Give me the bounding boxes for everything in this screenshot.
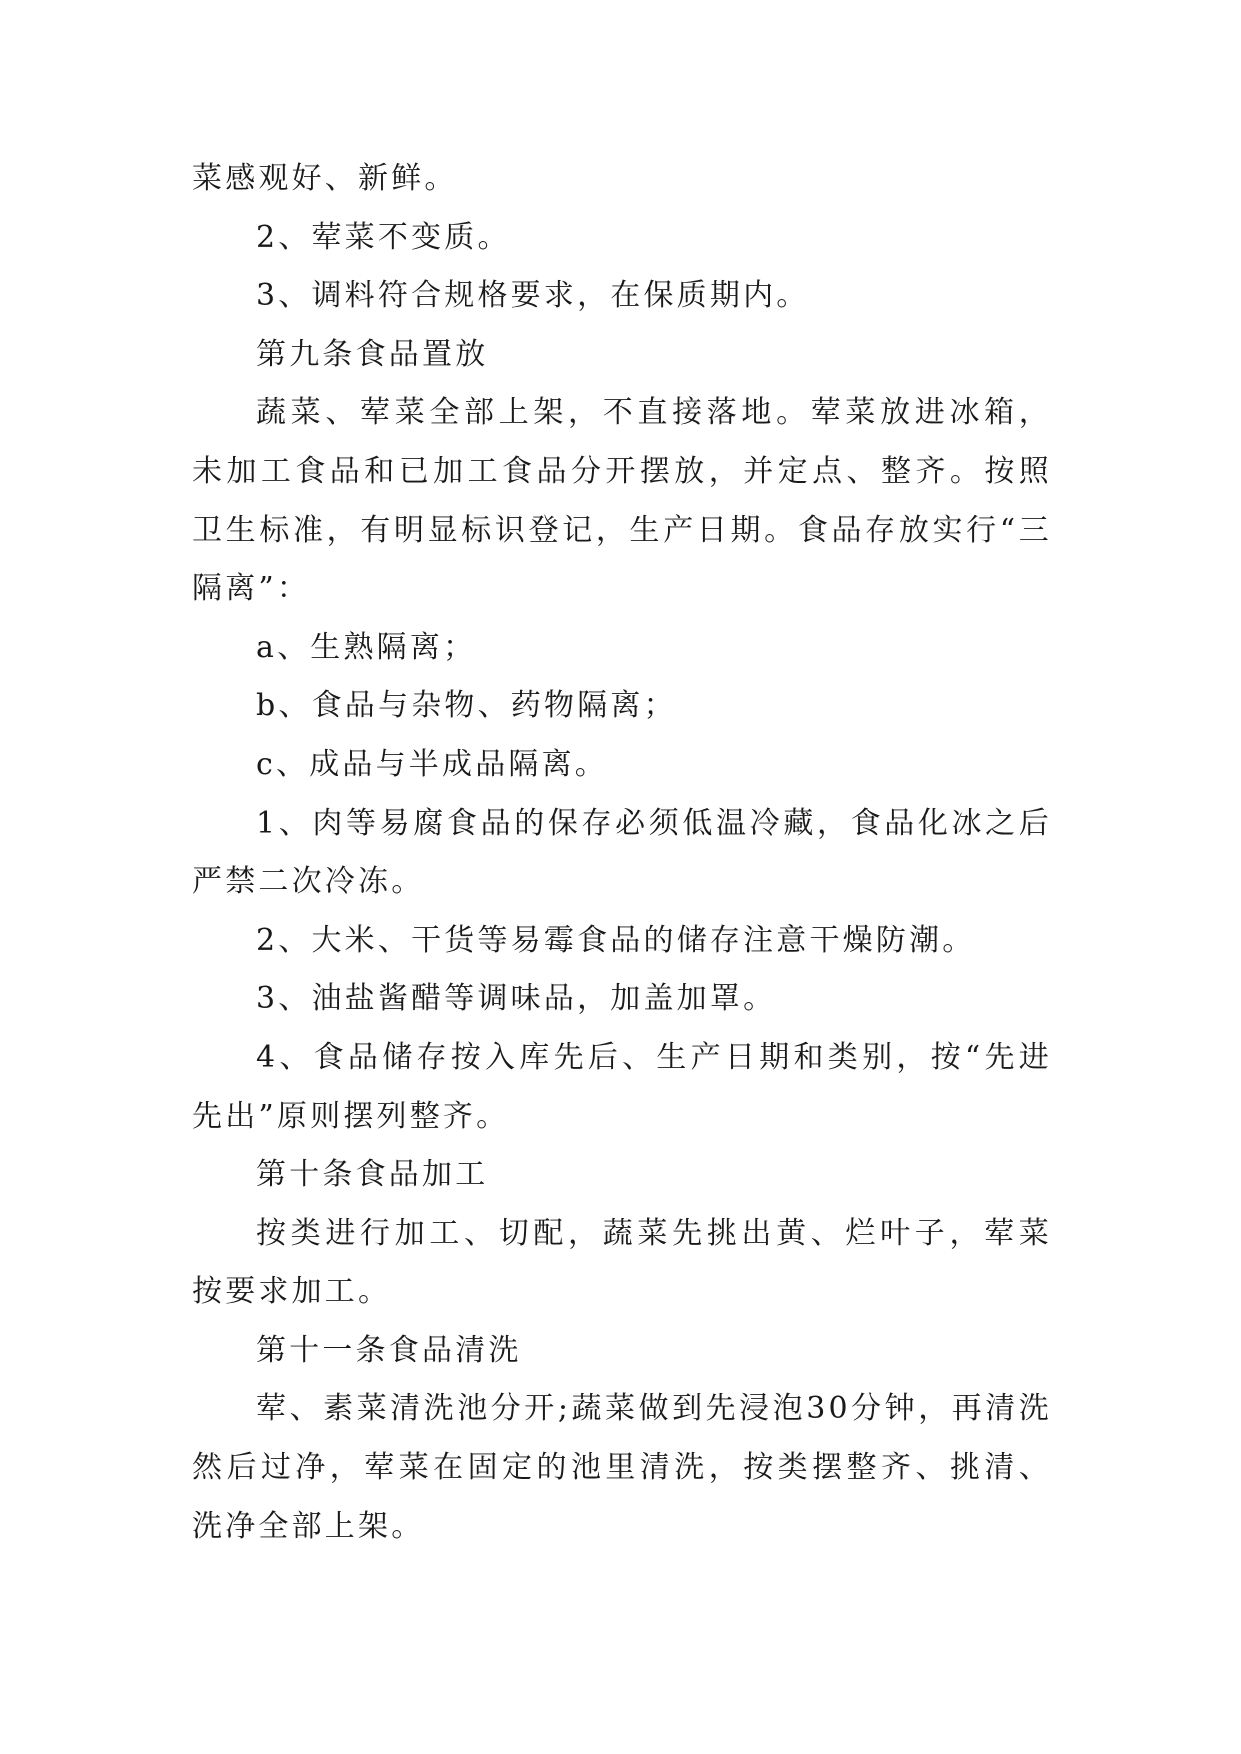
article-9-heading: 第九条食品置放 [256,336,489,372]
storage-item-1: 1、肉等易腐食品的保存必须低温冷藏，食品化冰之后严禁二次冷冻。 [192,805,1052,900]
list-item-3-seasoning: 3、调料符合规格要求，在保质期内。 [256,278,810,314]
list-item-2-meat: 2、荤菜不变质。 [256,219,511,255]
separation-item-a: a、生熟隔离； [256,629,477,665]
document-body [192,150,1052,1556]
paragraph-continuation: 菜感观好、新鲜。 [192,161,458,196]
article-11-heading: 第十一条食品清洗 [256,1332,522,1368]
storage-item-4: 4、食品储存按入库先后、生产日期和类别，按“先进先出”原则摆列整齐。 [192,1039,1052,1134]
article-9-body: 蔬菜、荤菜全部上架，不直接落地。荤菜放进冰箱，未加工食品和已加工食品分开摆放，并定点、整齐。按照卫生标准，有明显标识登记，生产日期。食品存放实行“三隔离”： [192,395,1052,607]
separation-item-b: b、食品与杂物、药物隔离； [256,688,677,724]
article-11-body: 荤、素菜清洗池分开;蔬菜做到先浸泡30分钟，再清洗然后过净，荤菜在固定的池里清洗，按类摆整齐、挑清、洗净全部上架。 [192,1391,1052,1544]
storage-item-2: 2、大米、干货等易霉食品的储存注意干燥防潮。 [256,922,976,958]
storage-item-3: 3、油盐酱醋等调味品，加盖加罩。 [256,981,777,1017]
article-10-heading: 第十条食品加工 [256,1157,489,1193]
article-10-body: 按类进行加工、切配，蔬菜先挑出黄、烂叶子，荤菜按要求加工。 [192,1215,1052,1310]
separation-item-c: c、成品与半成品隔离。 [256,746,609,782]
